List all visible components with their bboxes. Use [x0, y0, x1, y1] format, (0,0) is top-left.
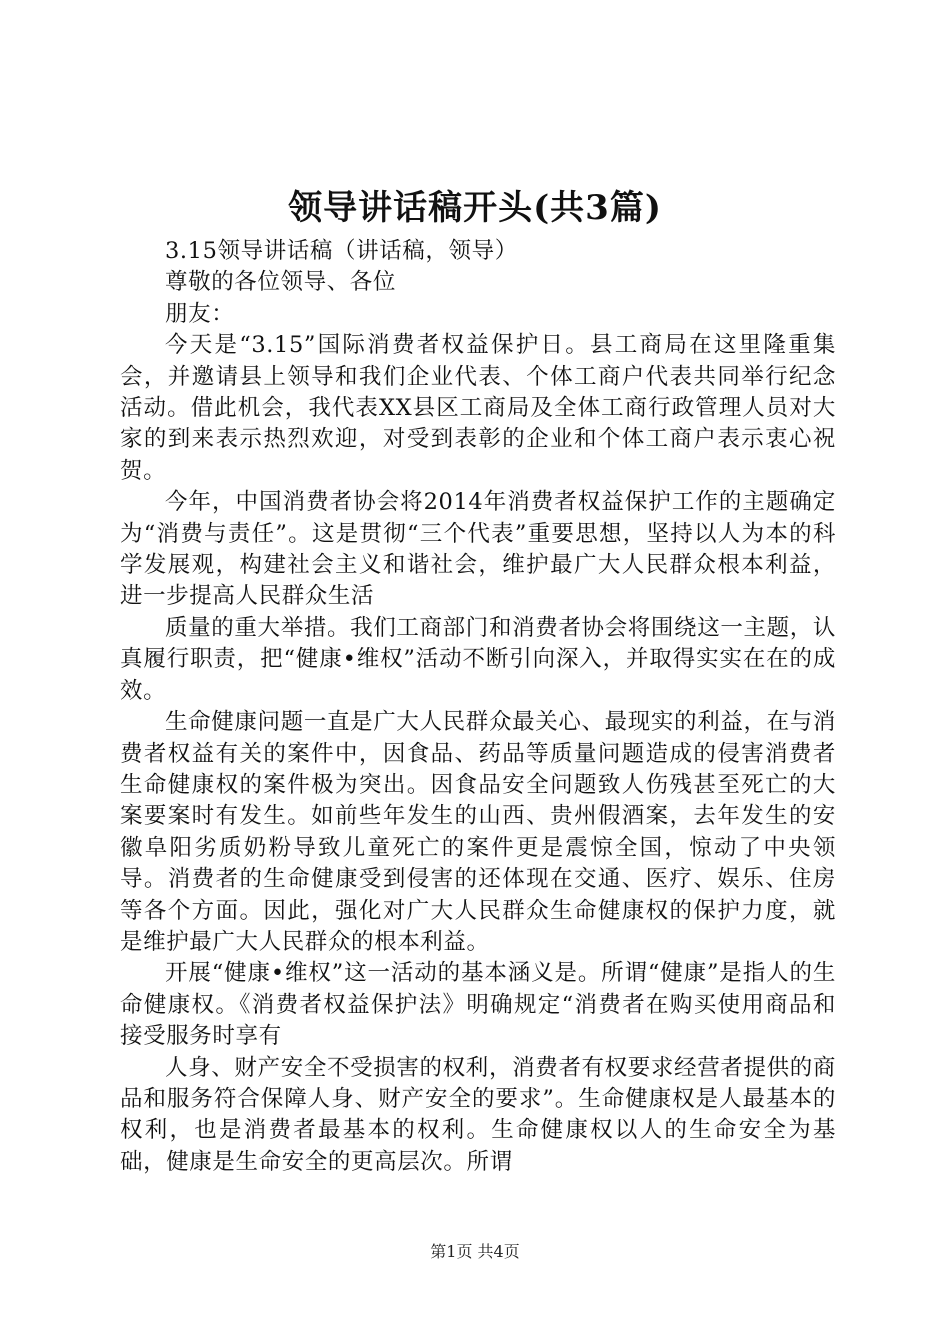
- document-title: 领导讲话稿开头(共3篇): [288, 188, 662, 228]
- paragraph: 尊敬的各位领导、各位: [165, 269, 397, 296]
- paragraph: 质量的重大举措。我们工商部门和消费者协会将围绕这一主题，认真履行职责，把“健康•维权”活动不断引向深入，并取得实实在在的成效。: [120, 614, 836, 704]
- document-body: [120, 236, 836, 1178]
- page-footer: 第1页 共4页: [430, 1242, 520, 1261]
- paragraph: 人身、财产安全不受损害的权利，消费者有权要求经营者提供的商品和服务符合保障人身、财产安全的要求”。生命健康权是人最基本的权利，也是消费者最基本的权利。生命健康权以人的生命安全为基础，健康是生命安全的更高层次。所谓: [120, 1054, 836, 1175]
- paragraph: 生命健康问题一直是广大人民群众最关心、最现实的利益，在与消费者权益有关的案件中，因食品、药品等质量问题造成的侵害消费者生命健康权的案件极为突出。因食品安全问题致人伤残甚至死亡的大案要案时有发生。如前些年发生的山西、贵州假酒案，去年发生的安徽阜阳劣质奶粉导致儿童死亡的案件更是震惊全国，惊动了中央领导。消费者的生命健康受到侵害的还体现在交通、医疗、娱乐、住房等各个方面。因此，强化对广大人民群众生命健康权的保护力度，就是维护最广大人民群众的根本利益。: [120, 709, 836, 955]
- paragraph: 朋友：: [165, 300, 235, 327]
- paragraph: 3.15领导讲话稿（讲话稿，领导）: [165, 238, 518, 264]
- paragraph: 开展“健康•维权”这一活动的基本涵义是。所谓“健康”是指人的生命健康权。《消费者权益保护法》明确规定“消费者在购买使用商品和接受服务时享有: [120, 960, 836, 1050]
- paragraph: 今年，中国消费者协会将2014年消费者权益保护工作的主题确定为“消费与责任”。这是贯彻“三个代表”重要思想，坚持以人为本的科学发展观，构建社会主义和谐社会，维护最广大人民群众根本利益，进一步提高人民群众生活: [120, 489, 836, 610]
- paragraph: 今天是“3.15”国际消费者权益保护日。县工商局在这里隆重集会，并邀请县上领导和我们企业代表、个体工商户代表共同举行纪念活动。借此机会，我代表XX县区工商局及全体工商行政管理人员对大家的到来表示热烈欢迎，对受到表彰的企业和个体工商户表示衷心祝贺。: [120, 332, 836, 484]
